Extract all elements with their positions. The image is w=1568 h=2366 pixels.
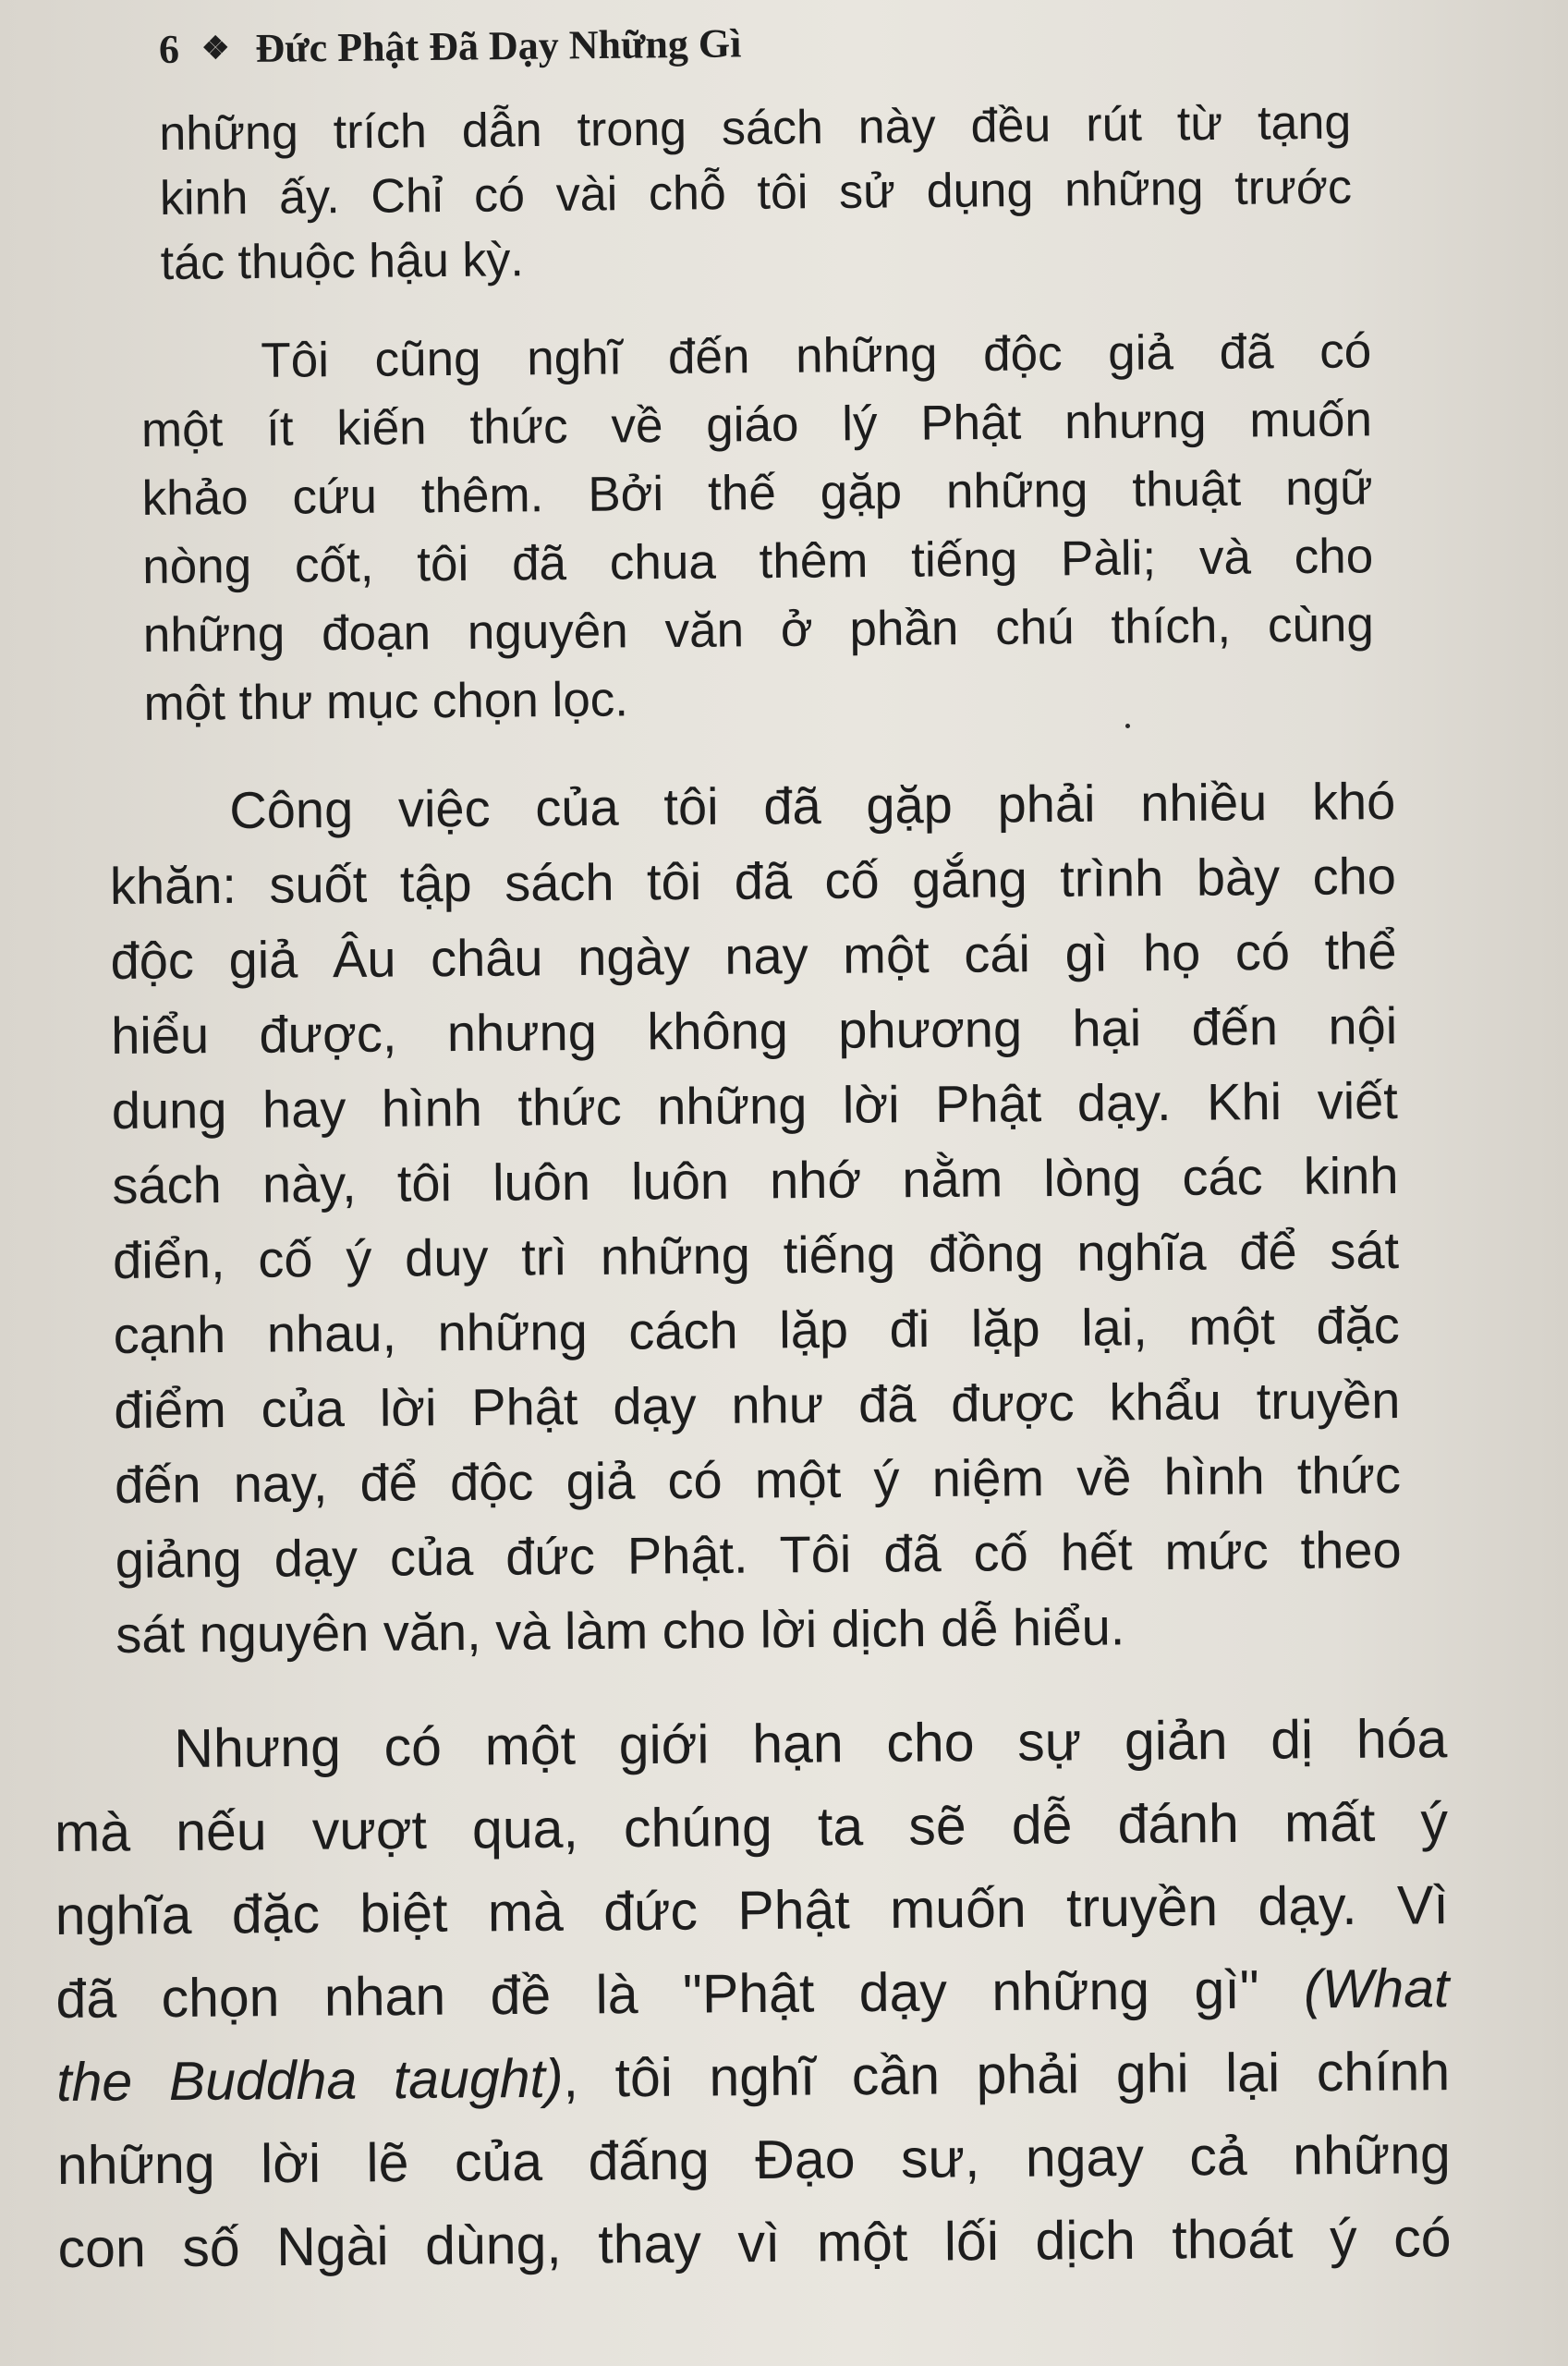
text-line: nòng cốt, tôi đã chua thêm tiếng Pàli; và cho (141, 529, 1374, 594)
text-line: độc giả Âu châu ngày nay một cái gì họ có thể (110, 921, 1397, 990)
diamond-ornament-icon: ❖ (201, 31, 230, 67)
text-line: hiểu được, nhưng không phương hại đến nội (110, 996, 1398, 1065)
text-line: kinh ấy. Chỉ có vài chỗ tôi sử dụng những trước (159, 160, 1353, 226)
text-line: sách này, tôi luôn luôn nhớ nằm lòng các kinh (112, 1146, 1399, 1214)
text-line: những lời lẽ của đấng Đạo sư, ngay cả những (56, 2124, 1452, 2196)
text-line: đến nay, để độc giả có một ý niệm về hình thức (114, 1445, 1402, 1514)
running-header (159, 14, 742, 78)
text-line: sát nguyên văn, và làm cho lời dịch dễ hiểu. (115, 1597, 1125, 1664)
text-line: con số Ngài dùng, thay vì một lối dịch thoát ý có (57, 2207, 1452, 2279)
text-line: một thư mục chọn lọc. (143, 672, 629, 731)
text-line: dung hay hình thức những lời Phật dạy. Khi viết (111, 1071, 1399, 1140)
text-line: mà nếu vượt qua, chúng ta sẽ dễ đánh mất ý (54, 1791, 1449, 1863)
text-line: khăn: suốt tập sách tôi đã cố gắng trình bày cho (109, 847, 1397, 915)
text-line: cạnh nhau, những cách lặp đi lặp lại, một đặc (113, 1296, 1400, 1364)
italic-english-title: the Buddha taught) (55, 2047, 564, 2113)
page-number: 6 (158, 26, 180, 72)
paragraph-2 (140, 317, 1375, 738)
italic-english-title: (What (1303, 1957, 1450, 2020)
text-segment: đã chọn nhan đề là "Phật dạy những gì" (55, 1958, 1259, 2030)
text-line: những trích dẫn trong sách này đều rút từ tạng (159, 95, 1352, 161)
text-line: điển, cố ý duy trì những tiếng đồng nghĩa để sát (112, 1221, 1400, 1289)
text-line (56, 2030, 1451, 2124)
text-line: Công việc của tôi đã gặp phải nhiều khó (229, 772, 1396, 839)
text-line: điểm của lời Phật dạy như đã được khẩu truyền (114, 1371, 1401, 1439)
paragraph-4 (54, 1697, 1452, 2290)
paragraph-1 (159, 91, 1353, 296)
text-line: giảng dạy của đức Phật. Tôi đã cố hết mức theo (115, 1520, 1402, 1589)
text-line: Nhưng có một giới hạn cho sự giản dị hóa (174, 1708, 1448, 1779)
text-line (55, 1946, 1450, 2041)
text-segment: , tôi nghĩ cần phải ghi lại chính (563, 2041, 1451, 2109)
text-line: tác thuộc hậu kỳ. (160, 233, 525, 290)
text-line: Tôi cũng nghĩ đến những độc giả đã có (261, 323, 1372, 388)
text-line: một ít kiến thức về giáo lý Phật nhưng muốn (140, 392, 1373, 457)
text-line: những đoạn nguyên văn ở phần chú thích, cùng (142, 597, 1375, 663)
text-line: khảo cứu thêm. Bởi thế gặp những thuật ngữ (141, 460, 1373, 526)
text-line: nghĩa đặc biệt mà đức Phật muốn truyền dạy. Vì (55, 1874, 1449, 1946)
print-speck (1125, 724, 1130, 728)
paragraph-3 (109, 763, 1403, 1672)
book-title: Đức Phật Đã Dạy Những Gì (255, 19, 742, 71)
